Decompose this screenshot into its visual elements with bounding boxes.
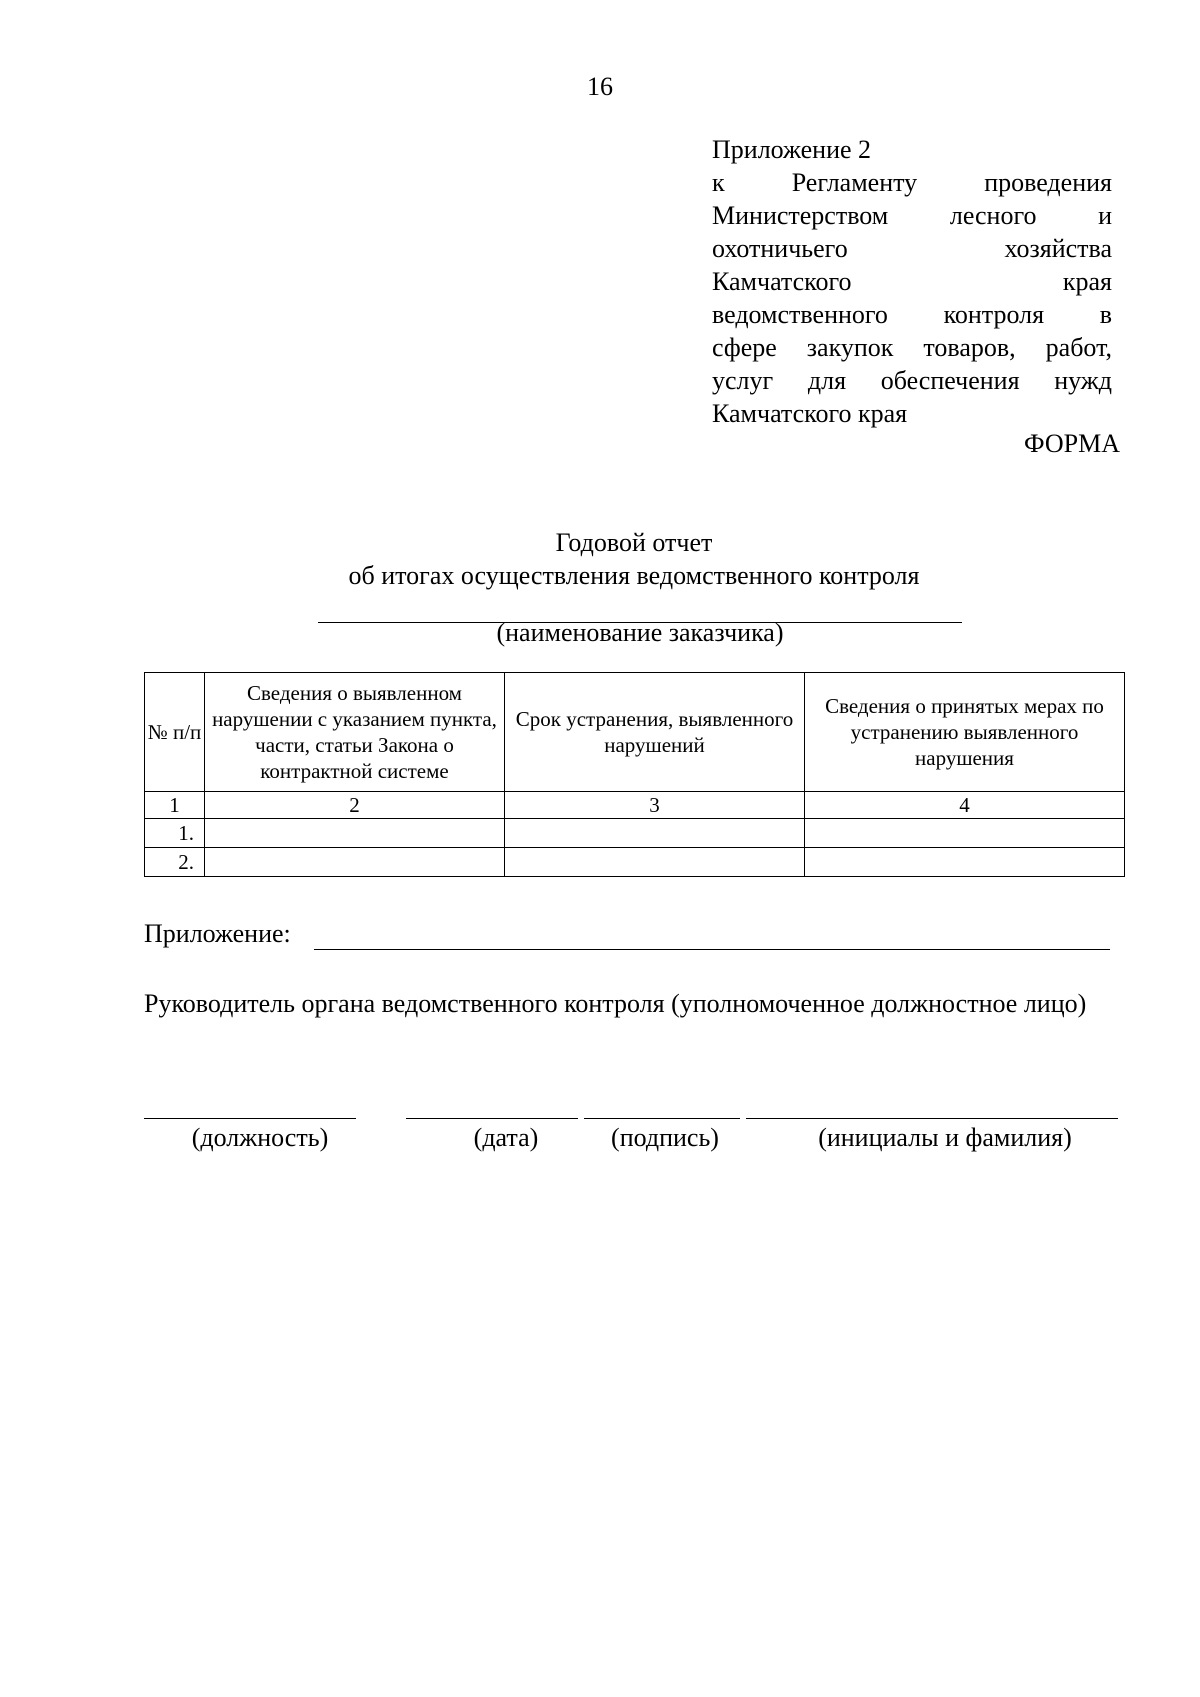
table-cell[interactable] xyxy=(205,848,505,877)
name-caption: (инициалы и фамилия) xyxy=(818,1123,1072,1152)
appendix-line: сфере закупок товаров, работ, xyxy=(712,333,1112,362)
row-number: 1. xyxy=(145,819,205,848)
table-row xyxy=(145,848,1125,877)
row-number: 2. xyxy=(145,848,205,877)
column-number: 1 xyxy=(145,792,205,819)
appendix-line: Министерством лесного и xyxy=(712,201,1112,230)
header-violation-info: Сведения о выявленном нарушении с указанием пункта, части, статьи Закона о контрактной системе xyxy=(205,673,505,792)
appendix-last-line: Камчатского края xyxy=(712,399,908,428)
signature-line[interactable] xyxy=(584,1118,740,1119)
form-label: ФОРМА xyxy=(1024,429,1120,458)
appendix-line: услуг для обеспечения нужд xyxy=(712,366,1112,395)
head-official-text: Руководитель органа ведомственного контроля (уполномоченное должностное лицо) xyxy=(144,989,1087,1018)
page-number: 16 xyxy=(587,72,613,101)
table-cell[interactable] xyxy=(505,819,805,848)
table-cell[interactable] xyxy=(205,819,505,848)
appendix-block xyxy=(712,133,1112,430)
customer-caption: (наименование заказчика) xyxy=(496,618,784,647)
appendix-line: ведомственного контроля в xyxy=(712,300,1112,329)
position-line[interactable] xyxy=(144,1118,356,1119)
name-line[interactable] xyxy=(746,1118,1118,1119)
appendix-line: охотничьего хозяйства xyxy=(712,234,1112,263)
report-title-line2: об итогах осуществления ведомственного контроля xyxy=(348,561,920,590)
appendix-line: Камчатского края xyxy=(712,267,1112,296)
appendix-title: Приложение 2 xyxy=(712,135,872,164)
attachment-line[interactable] xyxy=(314,949,1110,950)
attachment-label: Приложение: xyxy=(144,919,291,948)
column-number: 3 xyxy=(505,792,805,819)
header-measures: Сведения о принятых мерах по устранению выявленного нарушения xyxy=(805,673,1125,792)
report-title-line1: Годовой отчет xyxy=(555,528,713,557)
table-cell[interactable] xyxy=(805,819,1125,848)
report-table xyxy=(144,672,1125,877)
date-line[interactable] xyxy=(406,1118,578,1119)
report-title xyxy=(0,526,1200,592)
table-cell[interactable] xyxy=(805,848,1125,877)
column-number-row xyxy=(145,792,1125,819)
appendix-line: к Регламенту проведения xyxy=(712,168,1112,197)
table-cell[interactable] xyxy=(505,848,805,877)
column-number: 2 xyxy=(205,792,505,819)
date-caption: (дата) xyxy=(473,1123,539,1152)
column-number: 4 xyxy=(805,792,1125,819)
table-row xyxy=(145,819,1125,848)
signature-caption: (подпись) xyxy=(611,1123,719,1152)
table-header-row xyxy=(145,673,1125,792)
header-deadline: Срок устранения, выявленного нарушений xyxy=(505,673,805,792)
position-caption: (должность) xyxy=(191,1123,329,1152)
header-number: № п/п xyxy=(145,673,205,792)
